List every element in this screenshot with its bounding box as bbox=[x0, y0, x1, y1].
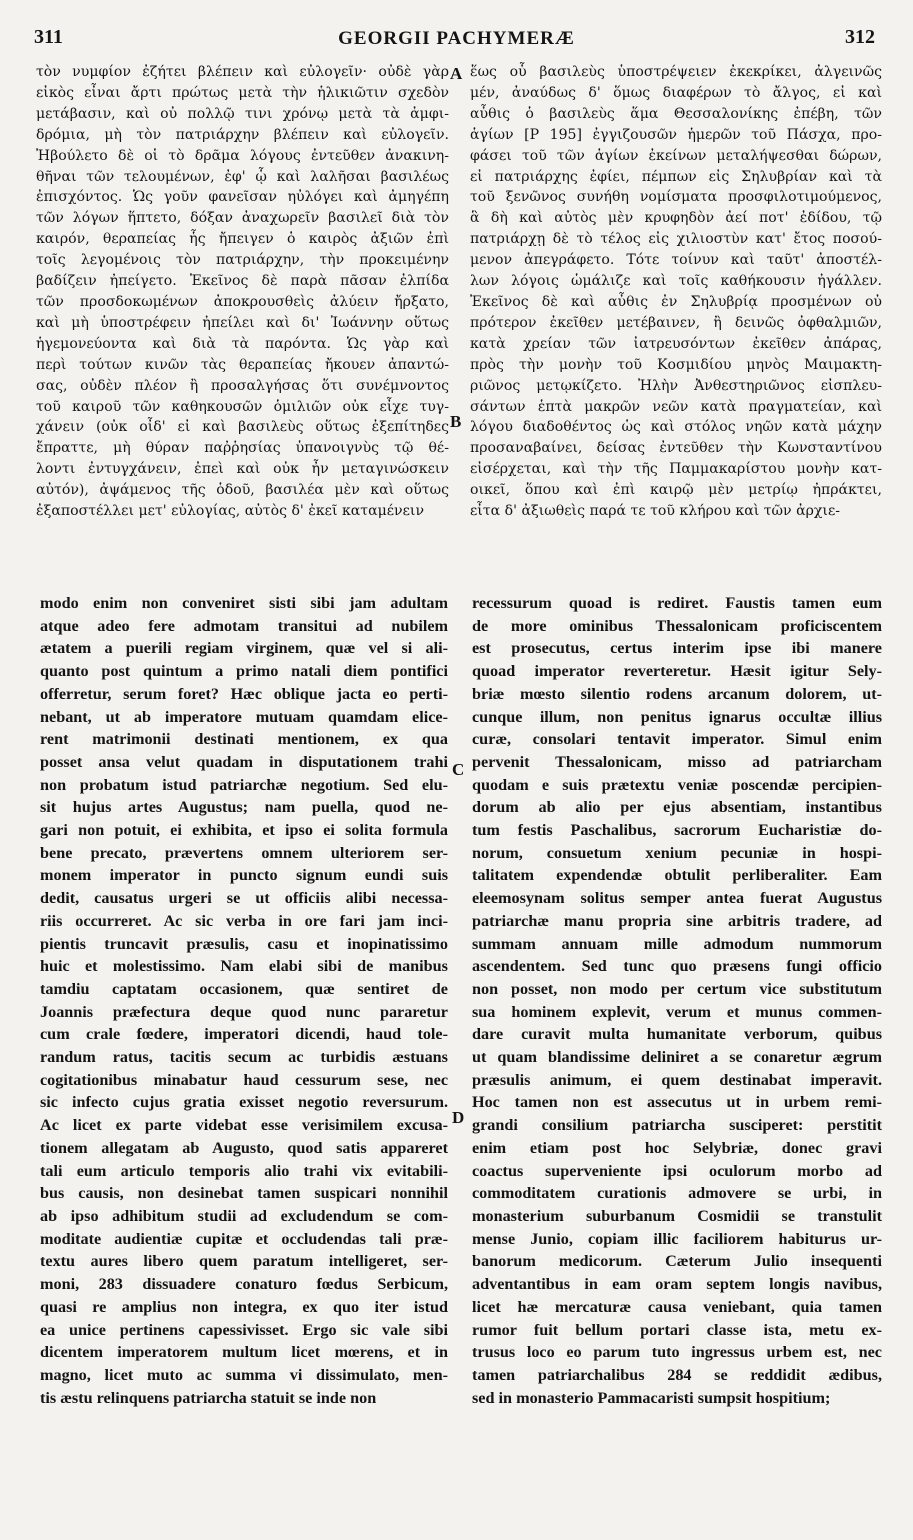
greek-text-line: ἐπισχόντος. Ὡς γοῦν φανεῖσαν ηὐλόγει καὶ ἀμηγέπη bbox=[36, 189, 449, 206]
greek-text-line: βαδίζειν ἠπείγετο. Ἐκεῖνος δὲ παρὰ πᾶσαν ἐλπίδα bbox=[36, 273, 449, 290]
greek-text-line: εἰκὸς εἶναι ἄρτι πρώτως μετὰ τὴν ἡλικιῶτιν σχεδὸν bbox=[36, 84, 449, 101]
latin-text-line: tum festis Paschalibus, sacrorum Eucharistiæ do- bbox=[472, 821, 882, 840]
latin-text-line: huic et molestissimo. Nam elabi sibi de manibus bbox=[40, 957, 448, 976]
latin-text-line: præsulis animum, ei quem destinabat imperavit. bbox=[472, 1070, 882, 1089]
greek-text-column-left bbox=[36, 62, 449, 584]
latin-text-line: sed in monasterio Pammacaristi sumpsit hospitium; bbox=[472, 1388, 831, 1407]
latin-text-line: tamdiu captatam occasionem, quæ sentiret de bbox=[40, 979, 448, 998]
latin-text-line: sua hominem explevit, verum et munus commen- bbox=[472, 1002, 882, 1021]
section-marker-b: B bbox=[450, 412, 462, 431]
greek-text-line: φάσει τοῦ τῶν ἁγίων ἐκείνων μεταλήψεσθαι δώρων, bbox=[470, 147, 882, 164]
latin-text-line: ætatem a puerili regiam virginem, quæ vel si ali- bbox=[40, 639, 448, 658]
latin-text-line: sit hujus artes Augustus; nam puella, quod ne- bbox=[40, 798, 448, 817]
latin-text-line: bus causis, non desinebat tamen suspicari nonnihil bbox=[40, 1184, 448, 1203]
latin-text-line: dare curavit multa humanitate verborum, quibus bbox=[472, 1025, 882, 1044]
latin-text-line: adventantibus in eam oram septem longis navibus, bbox=[472, 1275, 882, 1294]
greek-text-line: πατριάρχῃ δὲ τὸ τέλος εἰς χιλιοστὺν κατ' ἔτος ποσού- bbox=[470, 231, 882, 248]
greek-text-line: αὐτόν), ἀψάμενος τῆς ὁδοῦ, βασιλέα μὲν καὶ οὕτως bbox=[36, 482, 449, 499]
greek-text-line: τὸν νυμφίον ἐζήτει βλέπειν καὶ εὐλογεῖν· οὐδὲ γὰρ bbox=[36, 64, 449, 80]
latin-text-line: ea unice pertinens capessivisset. Ergo sic vale sibi bbox=[40, 1320, 448, 1339]
latin-text-column-left bbox=[40, 592, 448, 1527]
greek-text-line: Ἠβούλετο δὲ οἱ τὸ δρᾶμα λόγους ἐντεῦθεν ἀνακινη- bbox=[36, 147, 449, 164]
greek-text-line: τοῦ ξενῶνος συνήθη νομίσματα προσφιλοτιμούμενος, bbox=[470, 189, 882, 206]
running-title: GEORGII PACHYMERÆ bbox=[338, 28, 575, 49]
greek-text-line: οικεῖ, ὅπου καὶ ἐπὶ καιρῷ μὲν μετρίῳ ἠπράκτει, bbox=[470, 482, 882, 499]
greek-text-line: ἐξαποστέλλει μετ' εὐλογίας, αὐτὸς δ' ἐκεῖ καταμένειν bbox=[36, 503, 425, 520]
greek-text-line: σάντων ἑπτὰ μακρῶν νεῶν κατὰ πραγματείαν, καὶ bbox=[470, 398, 882, 415]
section-marker-c: C bbox=[452, 760, 465, 779]
page-number-right: 312 bbox=[845, 26, 875, 48]
latin-text-line: non posset, non modo per certum vice substitutum bbox=[472, 979, 882, 998]
latin-text-line: Ac licet ex parte videbat esse verisimilem excusa- bbox=[40, 1116, 448, 1135]
greek-text-line: Ἐκεῖνος δὲ καὶ αὖθις ἐν Σηλυβρίᾳ προσμένων οὐ bbox=[470, 293, 882, 310]
latin-text-line: pervenit Thessalonicam, misso ad patriarcham bbox=[472, 752, 882, 771]
latin-text-line: briæ mœsto silentio rodens arcanum dolorem, ut- bbox=[472, 684, 882, 703]
latin-text-line: talitatem expendendæ obtulit perliberaliter. Eam bbox=[472, 866, 882, 885]
latin-text-line: patriarchæ manu propria sine arbitris tradere, ad bbox=[472, 911, 882, 930]
greek-text-line: εἰ πατριάρχης ἐφίει, πέμπων εἰς Σηλυβρίαν καὶ τὰ bbox=[470, 168, 882, 185]
greek-text-line: περὶ τούτων κινῶν τὰς θεραπείας ἤκουεν ἀπαντώ- bbox=[36, 356, 449, 373]
latin-text-line: sic infecto cujus gratia exisset negotio reversurum. bbox=[40, 1093, 448, 1112]
greek-text-line: μέν, ἀναύδως δ' ὅμως διαφέρων τὸ ἄλγος, εἰ καὶ bbox=[470, 84, 882, 101]
latin-text-line: ab ipso adhibitum studii ad excludendum se com- bbox=[40, 1206, 448, 1225]
latin-text-line: bene precato, prævertens omnem ulteriorem ser- bbox=[40, 843, 448, 862]
greek-text-line: θῆναι τῶν τελουμένων, ἐφ' ᾧ καὶ λαλῆσαι βασιλέως bbox=[36, 168, 449, 185]
latin-text-line: cogitationibus minabatur haud cessurum sese, nec bbox=[40, 1070, 448, 1089]
latin-text-line: randum ratus, tacitis secum ac turbidis æstuans bbox=[40, 1048, 448, 1067]
latin-text-line: mense Junio, copiam illic faciliorem habiturus ur- bbox=[472, 1229, 882, 1248]
latin-text-line: quanto post quintum a primo natali diem pontifici bbox=[40, 662, 448, 681]
greek-text-line: αὖθις ὁ βασιλεὺς ἅμα Θεσσαλονίκης ἐπέβη, τῶν bbox=[470, 105, 882, 122]
greek-text-line: μενον ἀπεγράφετο. Τότε τοίνυν καὶ ταῦτ' ἀποστέλ- bbox=[470, 252, 882, 269]
section-marker-d: D bbox=[452, 1108, 465, 1127]
latin-text-line: non probatum istud patriarchæ negotium. Sed elu- bbox=[40, 775, 448, 794]
greek-text-line: πρὸς τὴν μονὴν τοῦ Κοσμιδίου μηνὸς Μαιμακτη- bbox=[470, 356, 882, 373]
running-header bbox=[0, 26, 913, 66]
latin-text-line: coactus superveniente ipsi oculorum morbo ad bbox=[472, 1161, 882, 1180]
latin-text-line: eleemosynam solitus semper antea fuerat Augustus bbox=[472, 889, 882, 908]
greek-text-line: ἕως οὗ βασιλεὺς ὑποστρέψειεν ἐκεκρίκει, ἀλγεινῶς bbox=[470, 64, 882, 80]
greek-text-line: ριῶνος μετῳκίζετο. Ἠλὴν Ἀνθεστηριῶνος εἰσπλευ- bbox=[470, 377, 882, 394]
latin-text-line: nebant, ut ab imperatore mutuam quamdam elice- bbox=[40, 707, 448, 726]
greek-text-column-right bbox=[470, 62, 882, 584]
latin-text-line: commoditatem curationis admovere se urbi, in bbox=[472, 1184, 882, 1203]
latin-text-line: Joannis præfectura deque quod nunc pararetur bbox=[40, 1002, 448, 1021]
latin-text-line: rumor fuit bellum portari classe ista, metu ex- bbox=[472, 1320, 882, 1339]
latin-text-line: grandi consilium patriarcha susciperet: perstitit bbox=[472, 1116, 882, 1135]
latin-text-line: ascendentem. Sed tunc quo præsens fungi officio bbox=[472, 957, 882, 976]
latin-text-line: cum crale fœdere, imperatori dicendi, haud tole- bbox=[40, 1025, 448, 1044]
latin-text-line: est prosecutus, certus interim ipse ibi manere bbox=[472, 639, 882, 658]
greek-text-line: εἶτα δ' ἀξιωθεὶς παρά τε τοῦ κλήρου καὶ τῶν ἀρχιε- bbox=[470, 503, 841, 520]
greek-text-line: σας, οὐδὲν πλέον ἢ προσαλγήσας ὅτι συνέμνοντος bbox=[36, 377, 449, 394]
latin-text-line: monasterium suburbanum Cosmidii se transtulit bbox=[472, 1206, 882, 1225]
latin-text-line: rent matrimonii destinati mentionem, ex qua bbox=[40, 730, 448, 749]
latin-text-line: licet hæ mercaturæ causa veniebant, quia tamen bbox=[472, 1297, 882, 1316]
greek-text-line: καὶ μὴ ὑποστρέφειν ἠπείλει καὶ δι' Ἰωάννην οὕτως bbox=[36, 314, 449, 331]
latin-text-line: quoad imperator reverteretur. Hæsit igitur Sely- bbox=[472, 662, 882, 681]
greek-text-line: πρότερον ἐκεῖθεν μετέβαινεν, ἢ δεινῶς ὀφθαλμιῶν, bbox=[470, 314, 882, 331]
latin-text-line: Hoc tamen non est assecutus ut in urbem remi- bbox=[472, 1093, 882, 1112]
latin-text-line: atque adeo fere admotam transitui ad nubilem bbox=[40, 616, 448, 635]
greek-text-line: ἔπραττε, μὴ θύραν παῤῥησίας ὑπανοιγνὺς τῷ θέ- bbox=[36, 440, 449, 457]
greek-text-line: καιρόν, θεραπείας ἧς ἤπειγεν ὁ καιρὸς ἀξιῶν ἐπὶ bbox=[36, 231, 449, 248]
greek-text-line: ἡγεμονεύοντα καὶ διὰ τὰ παρόντα. Ὡς γὰρ καὶ bbox=[36, 335, 449, 352]
greek-text-line: τῶν λόγων ἥπτετο, δόξαν ἀναχωρεῖν βασιλεῖ διὰ τὸν bbox=[36, 210, 449, 227]
greek-text-line: κατὰ χρείαν τῶν ἰατρευσόντων ἐκεῖθεν ἀπάρας, bbox=[470, 335, 882, 352]
latin-text-line: monem imperator in puncto signum eundi suis bbox=[40, 866, 448, 885]
greek-text-line: προσαναβαίνει, δείσας ἐντεῦθεν τὴν Κωνσταντίνου bbox=[470, 440, 882, 457]
latin-text-line: trusus loco eo parum tuto ingressus urbem est, nec bbox=[472, 1343, 882, 1362]
greek-text-line: τοῦ καιροῦ τῶν καθηκουσῶν ὁμιλιῶν οὐκ εἶχε τυγ- bbox=[36, 398, 449, 415]
section-marker-a: A bbox=[450, 64, 463, 83]
latin-text-line: enim etiam post hoc Selybriæ, donec gravi bbox=[472, 1138, 882, 1157]
greek-text-line: μετάβασιν, καὶ οὐ πολλῷ τινι χρόνῳ μετὰ τὰ ἀμφι- bbox=[36, 105, 449, 122]
latin-text-line: pientis truncavit præsulis, casu et inopinatissimo bbox=[40, 934, 448, 953]
latin-text-line: riis occurreret. Ac sic verba in ore fari jam inci- bbox=[40, 911, 448, 930]
latin-text-line: tamen patriarchalibus 284 se reddidit ædibus, bbox=[472, 1365, 882, 1384]
latin-text-line: offerretur, serum foret? Hæc oblique jacta eo perti- bbox=[40, 684, 448, 703]
latin-text-line: norum, consuetum xenium pecuniæ in hospi- bbox=[472, 843, 882, 862]
latin-text-line: posset ansa velut quadam in disputationem trahi bbox=[40, 752, 448, 771]
latin-text-line: cunque illum, non penitus ignarus occultæ illius bbox=[472, 707, 882, 726]
greek-text-line: ἁγίων [P 195] ἐγγιζουσῶν ἡμερῶν τοῦ Πάσχα, προ- bbox=[470, 126, 882, 143]
latin-text-line: quasi re amplius non integra, ex quo iter istud bbox=[40, 1297, 448, 1316]
latin-text-line: tionem allegatam ab Augusto, quod satis appareret bbox=[40, 1138, 448, 1157]
page-number-left: 311 bbox=[34, 26, 63, 48]
greek-text-line: χάνειν (οὐκ οἶδ' εἰ καὶ βασιλεὺς οὕτως ἐξεπίτηδες bbox=[36, 419, 449, 436]
latin-text-line: summam annuam mille admodum nummorum bbox=[472, 934, 882, 953]
latin-text-line: dedit, causatus urgeri se ut officiis alibi necessa- bbox=[40, 889, 448, 908]
greek-text-line: λων λόγοις ὡμάλιζε καὶ τοῖς καθήκουσιν ἠγάλλεν. bbox=[470, 273, 882, 290]
latin-text-line: dorum ab alio per ejus absentiam, instantibus bbox=[472, 798, 882, 817]
latin-text-line: quodam e suis prætextu veniæ poscendæ percipien- bbox=[472, 775, 882, 794]
latin-text-line: recessurum quoad is rediret. Faustis tamen eum bbox=[472, 594, 882, 612]
latin-text-line: de more ominibus Thessalonicam proficiscentem bbox=[472, 616, 882, 635]
greek-text-line: τῶν προσδοκωμένων ἀποκρουσθεὶς ἀλύειν ἤρξατο, bbox=[36, 293, 449, 310]
latin-text-line: ut quam blandissime deliniret a se conaretur ægrum bbox=[472, 1048, 882, 1067]
greek-text-line: ἃ δὴ καὶ αὐτὸς μὲν κρυφηδὸν ἀεί ποτ' ἐδίδου, τῷ bbox=[470, 210, 882, 227]
latin-text-line: dicentem imperatorem multum licet mœrens, et in bbox=[40, 1343, 448, 1362]
latin-text-line: moni, 283 dissuadere conaturo fœdus Serbicum, bbox=[40, 1275, 448, 1294]
latin-text-column-right bbox=[472, 592, 882, 1527]
greek-text-line: λόγου διαδοθέντος ὡς καὶ στόλος νηῶν κατὰ μάχην bbox=[470, 419, 882, 436]
greek-text-line: δρόμια, μὴ τὸν πατριάρχην βλέπειν καὶ εὐλογεῖν. bbox=[36, 126, 449, 143]
greek-text-line: τοῖς λεγομένοις τὸν πατριάρχην, τὴν προκειμένην bbox=[36, 252, 449, 269]
latin-text-line: tali eum articulo temporis alio trahi vix evitabili- bbox=[40, 1161, 448, 1180]
latin-text-line: moditate audientiæ cupitæ et occludendas tali præ- bbox=[40, 1229, 448, 1248]
latin-text-line: tis æstu relinquens patriarcha statuit se inde non bbox=[40, 1388, 377, 1407]
latin-text-line: banorum medicorum. Cæterum Julio insequenti bbox=[472, 1252, 882, 1271]
latin-text-line: curæ, consolari tentavit imperator. Simul enim bbox=[472, 730, 882, 749]
latin-text-line: modo enim non conveniret sisti sibi jam adultam bbox=[40, 594, 448, 612]
latin-text-line: textu aures libero quem paratum intelligeret, ser- bbox=[40, 1252, 448, 1271]
greek-text-line: λοντι ἐντυγχάνειν, ἐπεὶ καὶ οὐκ ἦν μεταγινώσκειν bbox=[36, 461, 449, 478]
greek-text-line: εἰσέρχεται, καὶ τὴν τῆς Παμμακαρίστου μονὴν κατ- bbox=[470, 461, 882, 478]
latin-text-line: gari non potuit, ei exhibita, et ipso ei solita formula bbox=[40, 821, 448, 840]
latin-text-line: magno, licet muto ac summa vi dissimulato, men- bbox=[40, 1365, 448, 1384]
